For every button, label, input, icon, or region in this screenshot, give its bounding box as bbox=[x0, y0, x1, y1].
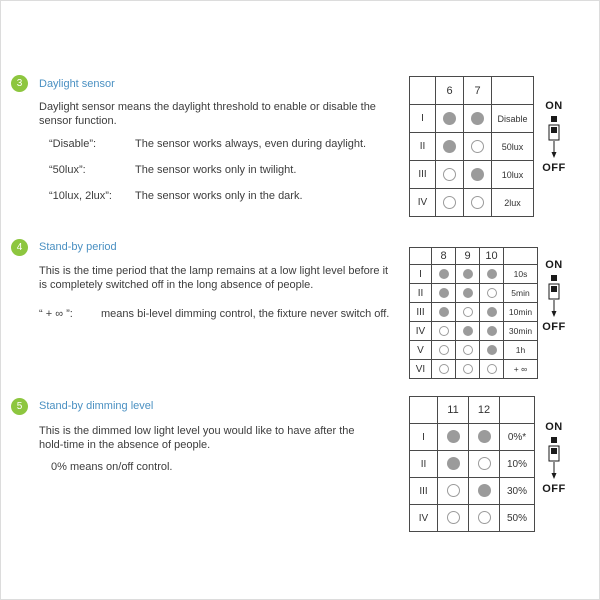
dip-switch-indicator bbox=[537, 259, 571, 333]
setting-value: 50% bbox=[500, 505, 535, 532]
switch-cell bbox=[480, 265, 504, 284]
switch-number-header: 10 bbox=[480, 248, 504, 265]
switch-on-dot bbox=[447, 430, 460, 443]
switch-cell bbox=[432, 284, 456, 303]
definition-list bbox=[39, 307, 399, 333]
setting-value: 10% bbox=[500, 451, 535, 478]
table-row bbox=[410, 341, 538, 360]
switch-off-dot bbox=[439, 345, 449, 355]
definition-term: “10lux, 2lux”: bbox=[49, 190, 112, 202]
setting-value: 30% bbox=[500, 478, 535, 505]
switch-on-dot bbox=[478, 484, 491, 497]
off-label: OFF bbox=[542, 483, 566, 495]
setting-value: 0%* bbox=[500, 424, 535, 451]
table-corner-cell bbox=[410, 77, 436, 105]
table-row bbox=[410, 322, 538, 341]
table-row bbox=[410, 133, 534, 161]
row-label: I bbox=[410, 105, 436, 133]
switch-cell bbox=[438, 478, 469, 505]
setting-value: 10s bbox=[504, 265, 538, 284]
definition-row bbox=[49, 189, 394, 203]
section-body: This is the dimmed low light level you would like to have after the hold-time in the absence of people. bbox=[39, 425, 355, 451]
switch-on-dot bbox=[447, 457, 460, 470]
switch-off-dot bbox=[443, 168, 456, 181]
definition-term: “50lux”: bbox=[49, 164, 86, 176]
section-number-badge: 3 bbox=[11, 75, 28, 92]
switch-on-dot bbox=[463, 269, 473, 279]
definition-term: “Disable”: bbox=[49, 138, 97, 150]
switch-on-dot bbox=[471, 112, 484, 125]
switch-cell bbox=[438, 505, 469, 532]
switch-cell bbox=[469, 424, 500, 451]
dip-switch-table bbox=[409, 76, 534, 217]
switch-cell bbox=[480, 341, 504, 360]
switch-cell bbox=[480, 284, 504, 303]
switch-off-dot bbox=[463, 364, 473, 374]
table-row bbox=[410, 303, 538, 322]
switch-off-dot bbox=[487, 364, 497, 374]
switch-off-dot bbox=[471, 196, 484, 209]
row-label: I bbox=[410, 265, 432, 284]
switch-on-dot bbox=[439, 269, 449, 279]
switch-cell bbox=[456, 265, 480, 284]
setting-value: 50lux bbox=[492, 133, 534, 161]
row-label: III bbox=[410, 161, 436, 189]
section-title-standby-dimming: Stand-by dimming level bbox=[39, 400, 154, 412]
switch-cell bbox=[432, 360, 456, 379]
switch-off-dot bbox=[439, 326, 449, 336]
setting-value: + ∞ bbox=[504, 360, 538, 379]
switch-off-dot bbox=[487, 288, 497, 298]
table-row bbox=[410, 424, 535, 451]
switch-cell bbox=[436, 133, 464, 161]
switch-on-dot bbox=[439, 307, 449, 317]
switch-cell bbox=[436, 189, 464, 217]
section-number-badge: 4 bbox=[11, 239, 28, 256]
switch-cell bbox=[480, 360, 504, 379]
definition-desc: 0% means on/off control. bbox=[51, 461, 173, 473]
switch-off-dot bbox=[463, 345, 473, 355]
switch-number-header: 9 bbox=[456, 248, 480, 265]
switch-cell bbox=[464, 161, 492, 189]
definition-list bbox=[51, 460, 391, 486]
definition-desc: means bi-level dimming control, the fixture never switch off. bbox=[101, 308, 390, 320]
switch-number-header: 8 bbox=[432, 248, 456, 265]
switch-on-dot bbox=[487, 326, 497, 336]
dip-switch-indicator bbox=[537, 421, 571, 495]
switch-off-dot bbox=[443, 196, 456, 209]
row-label: II bbox=[410, 451, 438, 478]
on-label: ON bbox=[545, 259, 563, 271]
definition-row bbox=[39, 307, 399, 321]
switch-number-header: 6 bbox=[436, 77, 464, 105]
definition-row bbox=[49, 163, 394, 177]
section-body: This is the time period that the lamp remains at a low light level before it is completely switched off in the long absence of people. bbox=[39, 265, 389, 291]
switch-on-dot bbox=[487, 269, 497, 279]
switch-on-dot bbox=[463, 326, 473, 336]
switch-on-dot bbox=[443, 112, 456, 125]
table-corner-cell bbox=[410, 248, 432, 265]
row-label: IV bbox=[410, 189, 436, 217]
switch-on-dot bbox=[471, 168, 484, 181]
setting-value: 30min bbox=[504, 322, 538, 341]
table-row bbox=[410, 105, 534, 133]
switch-off-dot bbox=[478, 457, 491, 470]
dip-switch-indicator bbox=[537, 100, 571, 174]
definition-desc: The sensor works only in the dark. bbox=[135, 190, 303, 202]
definition-row bbox=[51, 460, 391, 474]
switch-off-dot bbox=[478, 511, 491, 524]
switch-cell bbox=[480, 303, 504, 322]
switch-on-dot bbox=[487, 307, 497, 317]
switch-cell bbox=[464, 133, 492, 161]
section-title-daylight-sensor: Daylight sensor bbox=[39, 78, 115, 90]
table-row bbox=[410, 284, 538, 303]
switch-off-dot bbox=[463, 307, 473, 317]
switch-cell bbox=[432, 303, 456, 322]
switch-off-dot bbox=[439, 364, 449, 374]
dip-switch-icon bbox=[547, 274, 561, 318]
switch-off-dot bbox=[447, 484, 460, 497]
switch-cell bbox=[436, 161, 464, 189]
dip-switch-table bbox=[409, 396, 535, 532]
dip-switch-table bbox=[409, 247, 538, 379]
value-header-cell bbox=[504, 248, 538, 265]
section-number-badge: 5 bbox=[11, 398, 28, 415]
table-row bbox=[410, 189, 534, 217]
row-label: IV bbox=[410, 322, 432, 341]
switch-cell bbox=[480, 322, 504, 341]
switch-cell bbox=[456, 360, 480, 379]
switch-cell bbox=[456, 322, 480, 341]
row-label: III bbox=[410, 478, 438, 505]
value-header-cell bbox=[500, 397, 535, 424]
definition-desc: The sensor works always, even during daylight. bbox=[135, 138, 367, 150]
value-header-cell bbox=[492, 77, 534, 105]
table-row bbox=[410, 161, 534, 189]
on-label: ON bbox=[545, 100, 563, 112]
definition-term: “ + ∞ ”: bbox=[39, 308, 73, 320]
setting-value: Disable bbox=[492, 105, 534, 133]
switch-cell bbox=[436, 105, 464, 133]
switch-cell bbox=[469, 478, 500, 505]
on-label: ON bbox=[545, 421, 563, 433]
setting-value: 10min bbox=[504, 303, 538, 322]
switch-cell bbox=[438, 424, 469, 451]
row-label: V bbox=[410, 341, 432, 360]
definition-list bbox=[49, 137, 394, 215]
switch-on-dot bbox=[439, 288, 449, 298]
off-label: OFF bbox=[542, 321, 566, 333]
setting-value: 5min bbox=[504, 284, 538, 303]
switch-cell bbox=[464, 189, 492, 217]
row-label: III bbox=[410, 303, 432, 322]
switch-cell bbox=[432, 265, 456, 284]
row-label: I bbox=[410, 424, 438, 451]
row-label: II bbox=[410, 284, 432, 303]
table-row bbox=[410, 360, 538, 379]
switch-off-dot bbox=[447, 511, 460, 524]
dip-switch-icon bbox=[547, 436, 561, 480]
off-label: OFF bbox=[542, 162, 566, 174]
definition-desc: The sensor works only in twilight. bbox=[135, 164, 297, 176]
switch-cell bbox=[469, 451, 500, 478]
setting-value: 1h bbox=[504, 341, 538, 360]
switch-number-header: 11 bbox=[438, 397, 469, 424]
table-row bbox=[410, 265, 538, 284]
table-row bbox=[410, 478, 535, 505]
dip-switch-icon bbox=[547, 115, 561, 159]
switch-cell bbox=[469, 505, 500, 532]
switch-number-header: 7 bbox=[464, 77, 492, 105]
table-row bbox=[410, 451, 535, 478]
switch-on-dot bbox=[487, 345, 497, 355]
switch-cell bbox=[456, 303, 480, 322]
definition-row bbox=[49, 137, 394, 151]
switch-cell bbox=[432, 322, 456, 341]
switch-cell bbox=[456, 284, 480, 303]
dip-table-daylight-sensor bbox=[409, 76, 534, 217]
table-corner-cell bbox=[410, 397, 438, 424]
dip-table-standby-period bbox=[409, 247, 538, 379]
switch-cell bbox=[438, 451, 469, 478]
section-body: Daylight sensor means the daylight threshold to enable or disable the sensor function. bbox=[39, 101, 376, 127]
row-label: II bbox=[410, 133, 436, 161]
switch-cell bbox=[432, 341, 456, 360]
switch-on-dot bbox=[478, 430, 491, 443]
table-row bbox=[410, 505, 535, 532]
row-label: IV bbox=[410, 505, 438, 532]
setting-value: 2lux bbox=[492, 189, 534, 217]
setting-value: 10lux bbox=[492, 161, 534, 189]
switch-on-dot bbox=[443, 140, 456, 153]
switch-cell bbox=[464, 105, 492, 133]
switch-number-header: 12 bbox=[469, 397, 500, 424]
dip-table-standby-dimming bbox=[409, 396, 535, 532]
switch-on-dot bbox=[463, 288, 473, 298]
section-title-standby-period: Stand-by period bbox=[39, 241, 117, 253]
switch-off-dot bbox=[471, 140, 484, 153]
row-label: VI bbox=[410, 360, 432, 379]
switch-cell bbox=[456, 341, 480, 360]
